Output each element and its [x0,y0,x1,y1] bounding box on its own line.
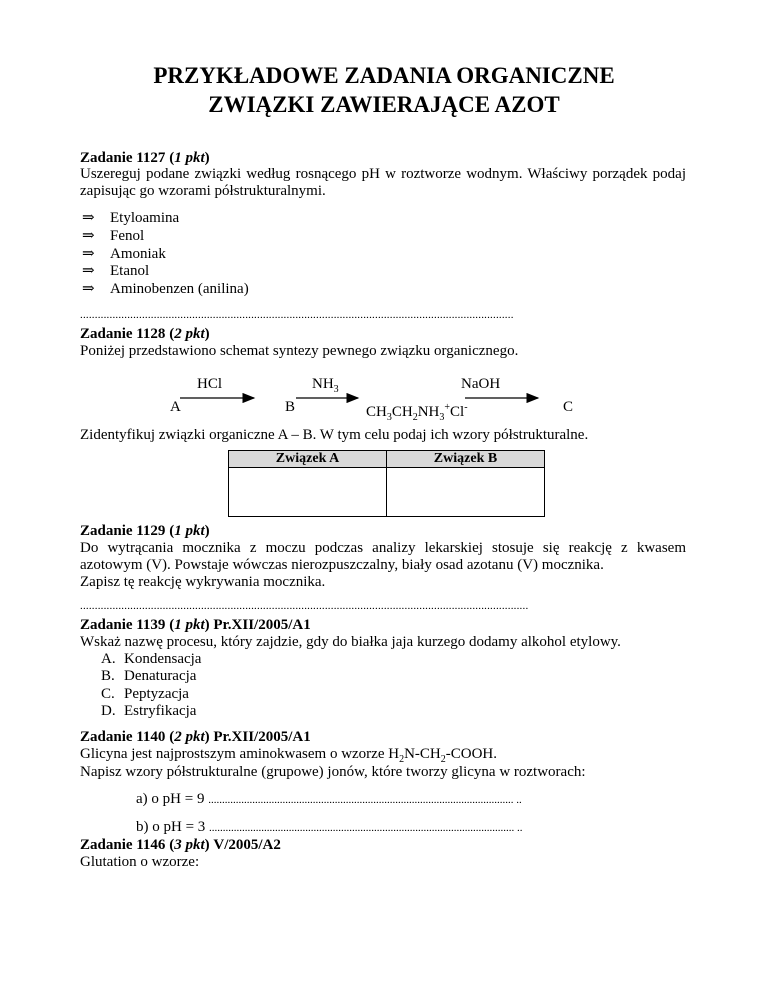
answer-row-ph3: b) o pH = 3 ............................................................................................................... .. [136,819,523,835]
table-header-a: Związek A [229,451,387,468]
page-title-line1: PRZYKŁADOWE ZADANIA ORGANICZNE [153,63,615,88]
list-item: ⇒ Etanol [82,263,150,279]
answer-row-ph9: a) o pH = 9 ............................................................................................................... .. [136,791,522,807]
list-item: ⇒ Fenol [82,228,145,244]
list-item: ⇒ Etyloamina [82,210,180,226]
option-c[interactable]: C. Peptyzacja [101,686,189,702]
task-1146-text: Glutation o wzorze: [80,854,200,870]
task-1146-tag: V/2005/A2 [213,837,281,853]
arrow-icon: ⇒ [82,263,95,279]
task-1139-text: Wskaż nazwę procesu, który zajdzie, gdy do białka jaja kurzego dodamy alkohol etylowy. [80,634,621,650]
reagent-hcl: HCl [197,376,223,392]
option-d[interactable]: D. Estryfikacja [101,703,197,719]
arrow-icon: ⇒ [82,210,95,226]
table-header-b: Związek B [387,451,545,468]
compound-a: A [170,399,181,415]
task-1139-label: Zadanie 1139 [80,617,166,633]
list-item: ⇒ Aminobenzen (anilina) [82,281,249,297]
task-1146-label: Zadanie 1146 [80,837,166,853]
task-1127-label: Zadanie 1127 [80,150,166,166]
option-a[interactable]: A. Kondensacja [101,651,202,667]
task-1140-instruction: Napisz wzory półstrukturalne (grupowe) jonów, które tworzy glicyna w roztworach: [80,764,586,780]
task-1146-heading: Zadanie 1146 (3 pkt) V/2005/A2 [80,837,281,853]
task-1129-label: Zadanie 1129 [80,523,166,539]
page-title-line2: ZWIĄZKI ZAWIERAJĄCE AZOT [208,92,560,117]
reagent-naoh: NaOH [461,376,501,392]
answer-table [228,450,545,517]
answer-line: ............................................................................................................... .. [209,822,523,834]
answer-cell-b[interactable] [387,468,545,517]
task-1128-label: Zadanie 1128 [80,326,166,342]
compound-b: B [285,399,296,415]
task-1127-text: Uszereguj podane związki według rosnącego pH w roztworze wodnym. Właściwy porządek podaj zapisując go wzorami półstrukturalnymi. [80,166,686,199]
task-1127-heading: Zadanie 1127 (1 pkt) [80,150,210,166]
salt-formula: $CH_3CH_2NH_3^+Cl^-$ [366,402,468,423]
task-1127-points: 1 pkt [174,150,205,166]
task-1129-points: 1 pkt [174,523,205,539]
task-1128-heading: Zadanie 1128 (2 pkt) [80,326,210,342]
task-1139-tag: Pr.XII/2005/A1 [213,617,311,633]
arrow-icon: ⇒ [82,228,95,244]
task-1140-text: Glicyna jest najprostszym aminokwasem o wzorze $H_2N-CH_2$-COOH. [80,746,498,765]
task-1128-question: Zidentyfikuj związki organiczne A – B. W tym celu podaj ich wzory półstrukturalne. [80,427,589,443]
task-1146-points: 3 pkt [174,837,205,853]
task-1128-points: 2 pkt [174,326,205,342]
arrow-icon: ⇒ [82,246,95,262]
answer-cell-a[interactable] [229,468,387,517]
task-1129-heading: Zadanie 1129 (1 pkt) [80,523,210,539]
task-1139-points: 1 pkt [174,617,205,633]
task-1129-text: Do wytrącania mocznika z moczu podczas analizy lekarskiej stosuje się reakcję z kwasem azotowym (V). Powstaje wówczas nierozpuszczalny, biały osad azotanu (V) mocznika. [80,540,686,573]
arrow-icon: ⇒ [82,281,95,297]
answer-line: ........................................................................................................................................................ [80,600,529,612]
task-1129-instruction: Zapisz tę reakcję wykrywania mocznika. [80,574,326,590]
answer-line: ................................................................................................................................................... [80,309,514,321]
list-item: ⇒ Amoniak [82,246,166,262]
task-1140-label: Zadanie 1140 [80,729,166,745]
task-1140-heading: Zadanie 1140 (2 pkt) Pr.XII/2005/A1 [80,729,311,745]
task-1140-points: 2 pkt [174,729,205,745]
task-1128-text: Poniżej przedstawiono schemat syntezy pewnego związku organicznego. [80,343,519,359]
compound-c: C [563,399,574,415]
answer-line: ............................................................................................................... .. [208,794,522,806]
reagent-nh3: $NH_3$ [312,376,339,395]
task-1139-heading: Zadanie 1139 (1 pkt) Pr.XII/2005/A1 [80,617,311,633]
option-b[interactable]: B. Denaturacja [101,668,197,684]
task-1140-tag: Pr.XII/2005/A1 [213,729,311,745]
